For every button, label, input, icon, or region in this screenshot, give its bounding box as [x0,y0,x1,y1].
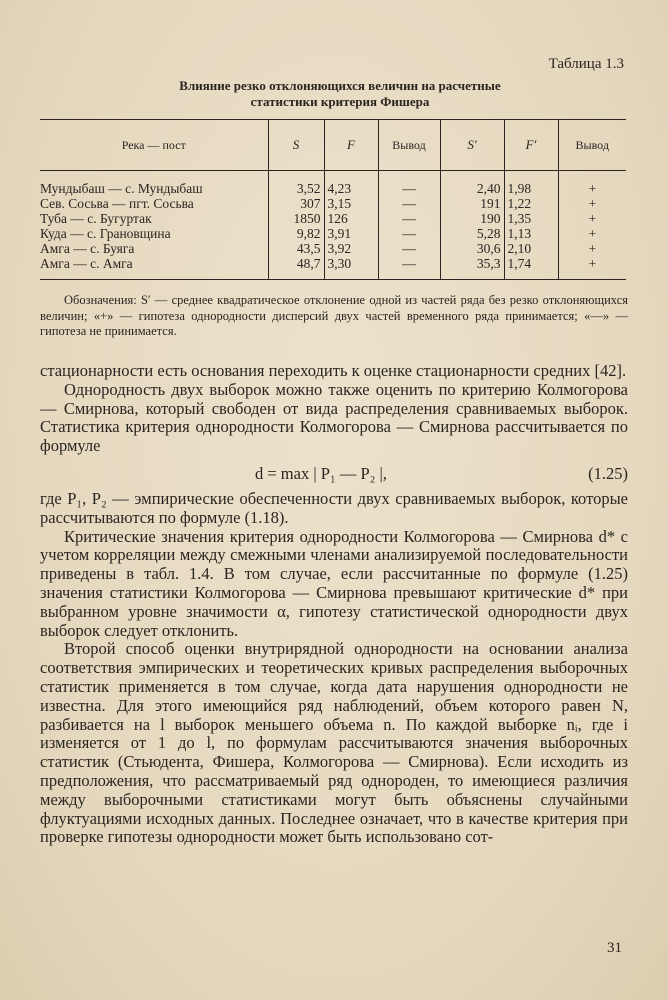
cell-conclusion: — [378,196,440,211]
cell-conclusion: — [378,171,440,197]
cell-river-station: Мундыбаш — с. Мундыбаш [40,181,203,196]
cell-river-station: Сев. Сосьва — пгт. Сосьва [40,196,194,211]
cell-river-station: Куда — с. Грановщина [40,226,171,241]
cell-s-value: 307 [268,196,324,211]
header-conclusion: Вывод [378,120,440,171]
paragraph-4: Критические значения критерия однородности Колмогорова — Смирнова d* с учетом корреляции между смежными членами анализируемой последовательности приведены в табл. 1.4. В том случае, если рассчитанные по формуле (1.25) значения статистики Колмогорова — Смирнова превышают критические d* при выбранном уровне значимости α, гипотезу статистической однородности двух выборок следует отклонить. [40,526,628,640]
cell-s-value: 1850 [268,211,324,226]
cell-f-prime-value: 2,10 [504,241,558,256]
table-row [40,226,626,241]
cell-f-prime-value: 1,98 [504,171,558,197]
cell-f-prime-value: 1,74 [504,256,558,280]
cell-conclusion-prime: + [558,256,626,280]
header-river-station: Река — пост [40,120,268,171]
cell-f-value: 3,30 [324,256,378,280]
cell-s-prime-value: 190 [440,211,504,226]
header-f-prime: F′ [504,120,558,171]
formula-number: (1.25) [588,463,628,483]
cell-s-value: 48,7 [268,256,324,280]
table-row [40,211,626,226]
header-conclusion-2: Вывод [558,120,626,171]
data-table [40,119,626,280]
page-number: 31 [607,940,622,956]
cell-conclusion-prime: + [558,171,626,197]
cell-river-station: Амга — с. Буяга [40,241,135,256]
cell-f-prime-value: 1,35 [504,211,558,226]
cell-f-value: 126 [324,211,378,226]
cell-river-station: Туба — с. Бугуртак [40,211,152,226]
cell-s-value: 9,82 [268,226,324,241]
paragraph-5: Второй способ оценки внутрирядной однородности на основании анализа соответствия эмпирических и теоретических кривых распределения выборочных статистик применяется в том случае, когда дата нарушения однородности не известна. Для этого имеющийся ряд наблюдений, объем которого равен N, разбивается на l выборок меньшего объема n. По каждой выборке nᵢ, где i изменяется от 1 до l, по формулам рассчитываются значения выборочных статистик (Стьюдента, Фишера, Колмогорова — Смирнова). Если исходить из предположения, что рассматриваемый ряд однороден, то имеющиеся различия между выборочными статистиками могут быть объяснены случайными флуктуациями исходных данных. Последнее означает, что в качестве критерия при проверке гипотезы однородности может быть использовано сот- [40,639,628,847]
table-note: Обозначения: S′ — среднее квадратическое отклонение одной из частей ряда без резко отклоняющихся величин; «+» — гипотеза однородности дисперсий двух частей временного ряда принимается; «—» — гипотеза не принимается. [40,293,628,338]
table-row [40,256,626,280]
table-row [40,241,626,256]
paragraph-1: стационарности есть основания переходить к оценке стационарности средних [42]. [40,361,627,380]
cell-f-prime-value: 1,13 [504,226,558,241]
cell-s-value: 3,52 [268,171,324,197]
cell-s-prime-value: 191 [440,196,504,211]
cell-conclusion-prime: + [558,226,626,241]
table-title [40,78,640,110]
cell-conclusion-prime: + [558,211,626,226]
header-s-prime: S′ [440,120,504,171]
cell-conclusion: — [378,241,440,256]
table-header-row [40,120,626,171]
cell-river-station: Амга — с. Амга [40,256,268,280]
header-f: F [324,120,378,171]
cell-s-prime-value: 35,3 [440,256,504,280]
cell-conclusion: — [378,256,440,280]
table-title-line-1: Влияние резко отклоняющихся величин на расчетные [179,78,501,93]
formula-expression: d = max | P₁ — P₂ |, [255,463,387,483]
paragraph-3: где P₁, P₂ — эмпирические обеспеченности двух сравниваемых выборок, которые рассчитываются по формуле (1.18). [40,488,628,527]
cell-f-value: 4,23 [324,171,378,197]
formula-1-25 [40,456,628,490]
cell-s-prime-value: 30,6 [440,241,504,256]
cell-f-value: 3,15 [324,196,378,211]
table-row [40,171,626,197]
paragraph-2: Однородность двух выборок можно также оценить по критерию Колмогорова — Смирнова, который свободен от вида распределения сравниваемых выборок. Статистика критерия однородности Колмогорова — Смирнова рассчитывается по формуле [40,379,628,456]
cell-s-prime-value: 5,28 [440,226,504,241]
table-title-line-2: статистики критерия Фишера [250,94,430,109]
cell-conclusion: — [378,226,440,241]
cell-conclusion-prime: + [558,241,626,256]
cell-conclusion-prime: + [558,196,626,211]
body-text [40,362,628,847]
cell-f-value: 3,92 [324,241,378,256]
cell-conclusion: — [378,211,440,226]
cell-s-prime-value: 2,40 [440,171,504,197]
table-number: Таблица 1.3 [548,56,624,72]
cell-f-prime-value: 1,22 [504,196,558,211]
cell-f-value: 3,91 [324,226,378,241]
table-row [40,196,626,211]
cell-s-value: 43,5 [268,241,324,256]
header-s: S [268,120,324,171]
